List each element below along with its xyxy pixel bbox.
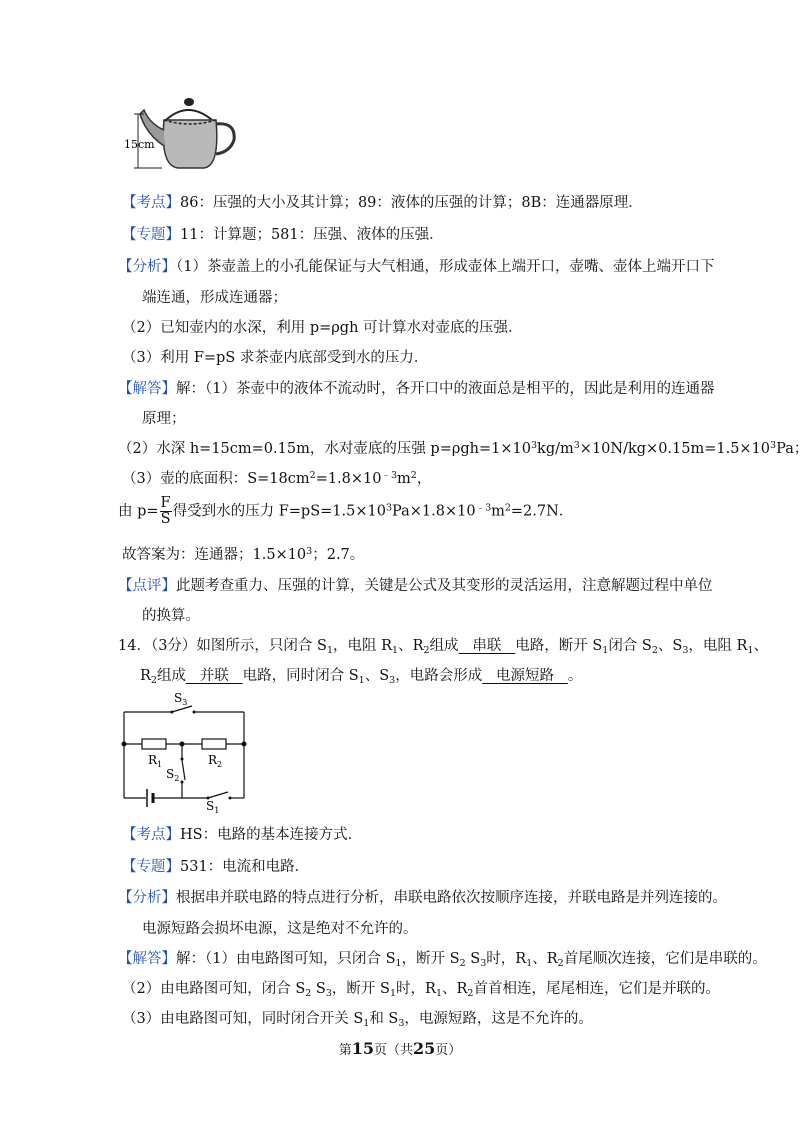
p13-jieda-l5: 由 p= $\frac{F}{S}$ 得受到水的压力 $F=pS=1.5\times 10^3Pa\times 1.8\times 10^{﹣3}m^2=2.7N$． (118, 495, 574, 527)
page-total: 25 (413, 1039, 436, 1058)
label-r1: $R_1$ (148, 753, 163, 769)
q14-line1: 14．（3分）如图所示，只闭合 $S_1$，电阻 $R_1$、$R_2$组成 串联 电路，断开 $S_1$闭合 $S_2$、$S_3$，电阻 $R_1$、 (118, 638, 768, 656)
q14-line2: $R_2$组成 并联 电路，同时闭合 $S_1$、$S_3$，电路会形成 电源短路 。 (140, 668, 583, 686)
p14-fenxi-l2: 电源短路会损坏电源，这是绝对不允许的。 (142, 921, 418, 937)
pressure-fraction: $\frac{F}{S}$ (160, 495, 171, 527)
p13-jieda-l1: 【解答】解：（1）茶壶中的液体不流动时，各开口中的液面总是相平的，因此是利用的连通器 (118, 381, 715, 397)
jieda-tag-14: 【解答】 (118, 951, 176, 967)
page-footer: 第15页（共25页） (338, 1039, 462, 1058)
p14-jieda-l2: （2）由电路图可知，闭合 $S_2$ $S_3$，断开 $S_1$时，$R_1$、$R_2$首首相连，尾尾相连，它们是并联的。 (122, 981, 720, 999)
kaodian-tag: 【考点】 (122, 195, 180, 211)
label-s3: $S_3$ (174, 691, 188, 707)
p13-answer: 故答案为：连通器；$1.5\times 10^3$；2.7。 (122, 546, 365, 563)
p13-dianping-l1: 【点评】此题考查重力、压强的计算，关键是公式及其变形的灵活运用，注意解题过程中单位 (118, 578, 713, 594)
p14-jieda-l3: （3）由电路图可知，同时闭合开关 $S_1$和 $S_3$，电源短路，这是不允许的。 (122, 1011, 593, 1029)
circuit-diagram (118, 690, 258, 815)
answer-blank-3: 电源短路 (482, 668, 568, 684)
p13-jieda-l3: （2）水深 h=15cm=0.15m，水对壶底的压强 $p=\rho gh=1\times 10^3kg/m^3\times 10N/kg\times 0.15m=1.5\times 10^3Pa$； (118, 440, 808, 457)
teapot-figure (122, 94, 242, 174)
p14-zhuanti: 【专题】531：电流和电路． (122, 859, 310, 875)
p14-kaodian: 【考点】HS：电路的基本连接方式． (122, 827, 363, 843)
p13-fenxi-l1: 【分析】（1）茶壶盖上的小孔能保证与大气相通，形成壶体上端开口，壶嘴、壶体上端开口下 (118, 259, 715, 275)
answer-blank-1: 串联 (458, 638, 516, 654)
p13-fenxi-l3: （2）已知壶内的水深，利用 p=ρgh 可计算水对壶底的压强． (122, 320, 523, 336)
label-s1: $S_1$ (206, 799, 220, 815)
kaodian-tag-14: 【考点】 (122, 827, 180, 843)
p14-jieda-l1: 【解答】解：（1）由电路图可知，只闭合 $S_1$，断开 $S_2$ $S_3$时，$R_1$、$R_2$首尾顺次连接，它们是串联的。 (118, 951, 767, 969)
p13-fenxi-l2: 端连通，形成连通器； (142, 290, 287, 306)
p13-jieda-l2: 原理； (142, 411, 186, 427)
dianping-tag: 【点评】 (118, 578, 176, 594)
p13-jieda-l4: （3）壶的底面积：$S=18cm^2=1.8\times 10^{﹣3}m^2$， (122, 470, 432, 487)
zhuanti-tag-14: 【专题】 (122, 859, 180, 875)
p13-zhuanti: 【专题】11：计算题；581：压强、液体的压强． (122, 227, 444, 243)
page-number: 15 (351, 1039, 374, 1058)
teapot-height-label: 15cm (124, 138, 155, 151)
jieda-tag: 【解答】 (118, 381, 176, 397)
answer-blank-2: 并联 (185, 668, 243, 684)
p13-dianping-l2: 的换算。 (142, 608, 200, 624)
p13-kaodian: 【考点】86：压强的大小及其计算；89：液体的压强的计算；8B：连通器原理． (122, 195, 643, 211)
fenxi-tag-14: 【分析】 (118, 890, 176, 906)
fenxi-tag: 【分析】 (118, 259, 176, 275)
zhuanti-tag: 【专题】 (122, 227, 180, 243)
p13-fenxi-l4: （3）利用 F=pS 求茶壶内底部受到水的压力． (122, 350, 429, 366)
p14-fenxi-l1: 【分析】根据串并联电路的特点进行分析，串联电路依次按顺序连接，并联电路是并列连接的。 (118, 890, 727, 906)
label-s2: $S_2$ (166, 767, 180, 783)
label-r2: $R_2$ (208, 753, 223, 769)
